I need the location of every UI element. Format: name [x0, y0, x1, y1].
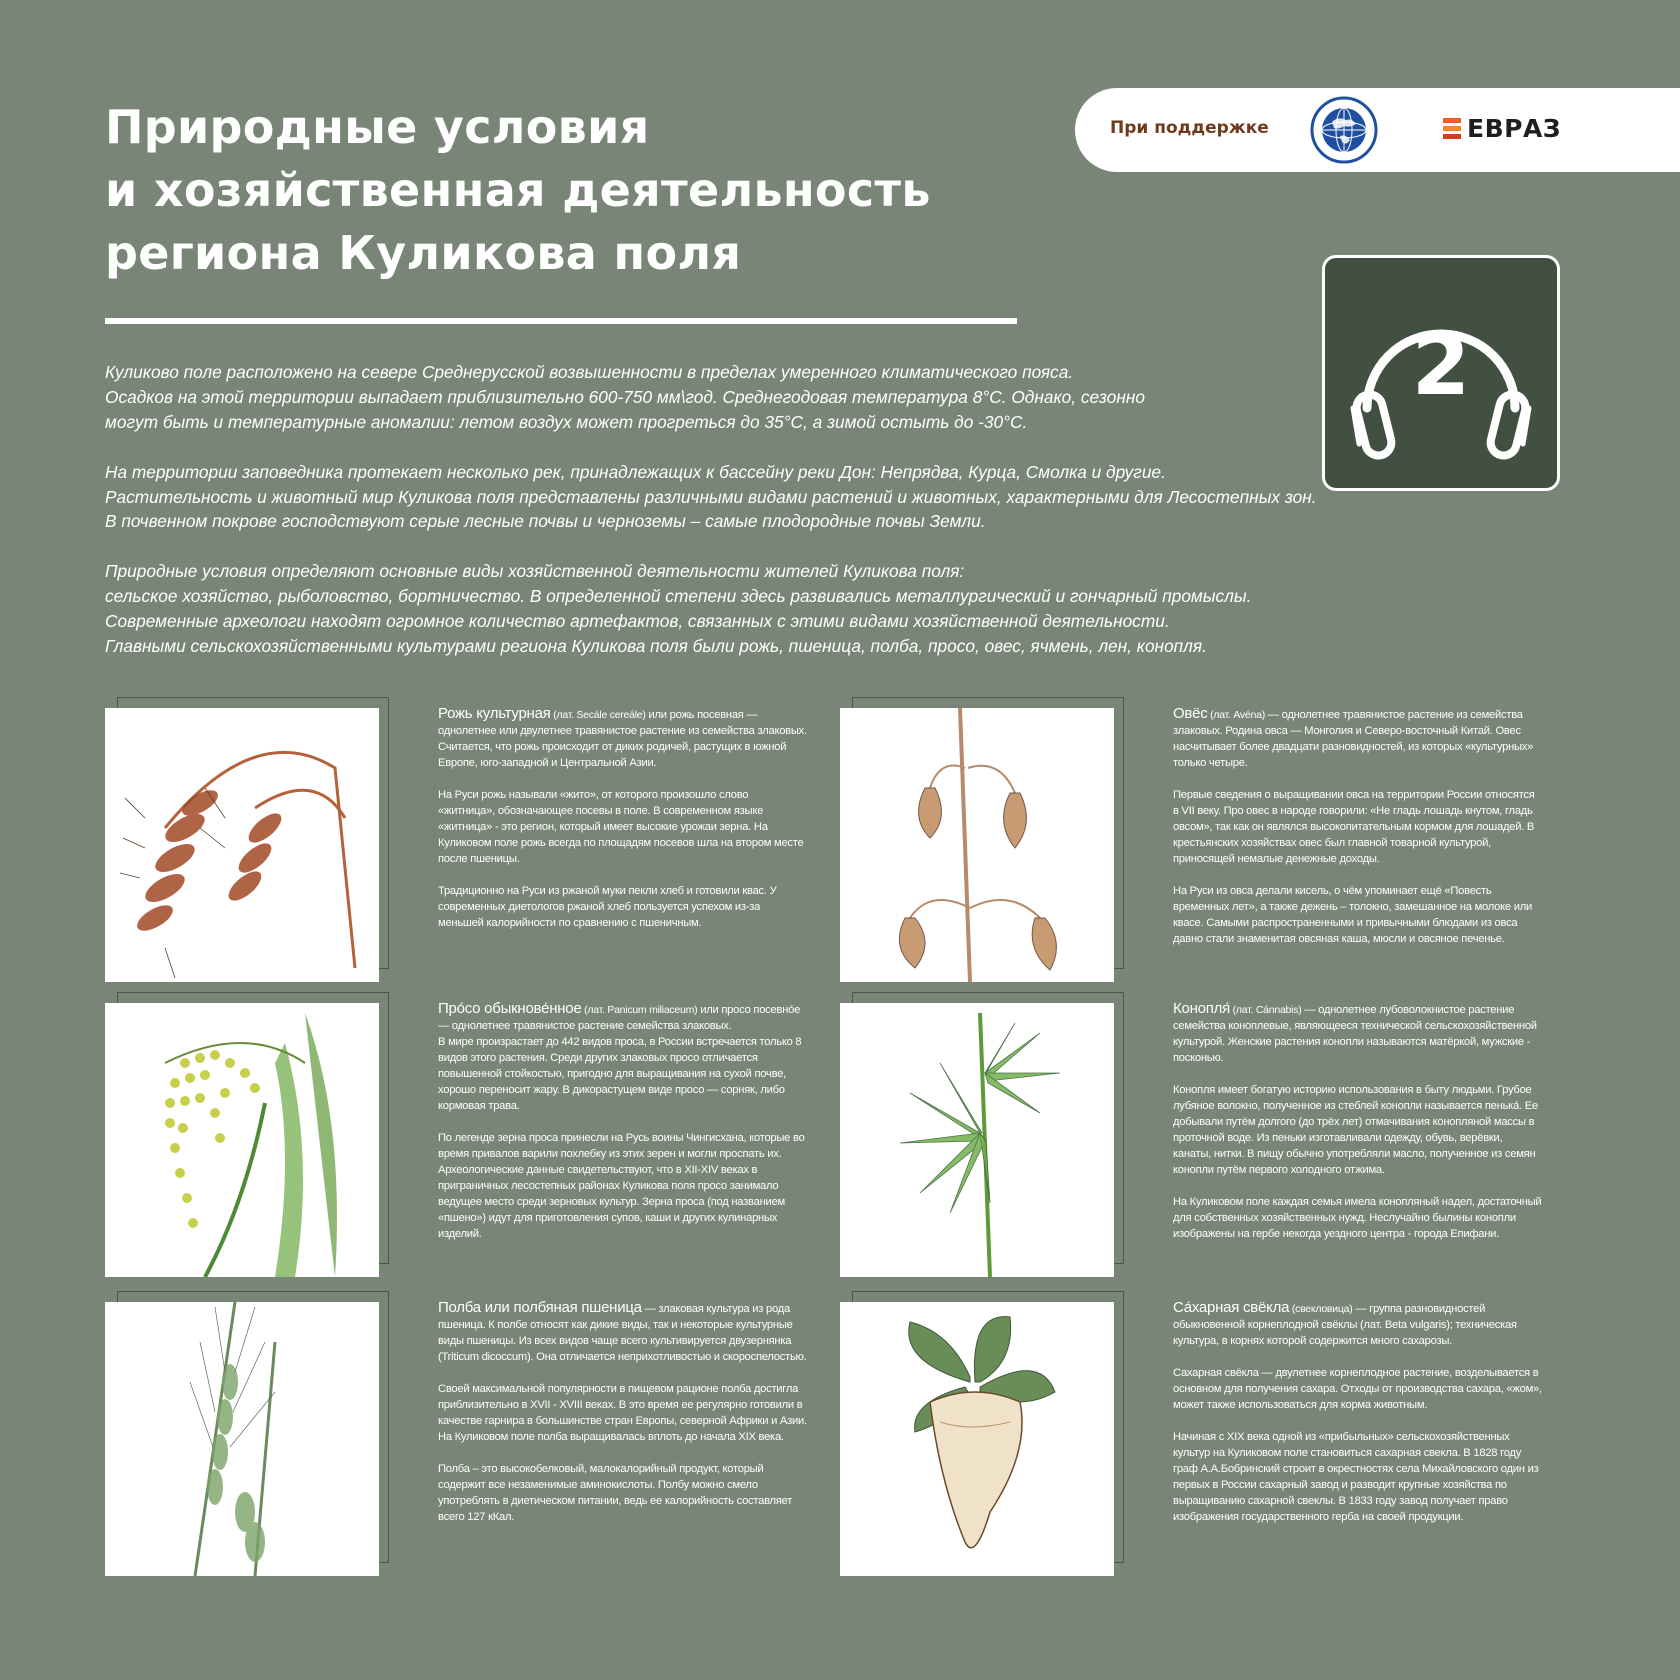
crop-paragraph: На Руси из овса делали кисель, о чём упоминает ещё «Повесть временных лет», а также дежень – толокно, замешанное на молоке или квасе. Самыми распространенными и привычными блюдами из овса давно стали знаменитая овсяная каша, мюсли и овсяное печенье.: [1173, 885, 1533, 945]
rye-description: [438, 706, 808, 947]
crop-lead-text: — однолетнее лубоволокнистое растение семейства коноплевые, являющееся технической сельскохозяйственной культурой. Женские растения конопли называются матёркой, мужские - посконью.: [1173, 1004, 1537, 1064]
crop-latin: (лат. Avéna): [1207, 709, 1265, 721]
crop-lead: [1173, 706, 1543, 771]
intro-line: Куликово поле расположено на севере Среднерусской возвышенности в пределах умеренного климатического пояса.: [105, 362, 1074, 382]
crop-paragraph: На Куликовом поле каждая семья имела конопляный надел, достаточный для собственных хозяйственных нужд. Неслучайно былины конопли изображены на гербе некогда уездного центра - города Епифани.: [1173, 1196, 1542, 1240]
crop-lead-text: — злаковая культура из рода пшеница. К полбе относят как дикие виды, так и некоторые культурные виды пшеницы. Из всех видов чаще всего культивируется двузернянка (Triticum dicoccum). Она отличается неприхотливостью и скороспелостью.: [438, 1303, 807, 1363]
hemp-description: [1173, 1001, 1543, 1258]
audio-guide-badge[interactable]: [1322, 255, 1560, 491]
page-title: [105, 96, 1005, 285]
crop-lead: [438, 1300, 808, 1365]
crop-paragraph: Начиная с XIX века одной из «прибыльных» сельскохозяйственных культур на Куликовом поле становиться сахарная свекла. В 1828 году граф А.А.Бобринский строит в окрестностях села Михайловского один из первых в России сахарный завод и разводит крупные хозяйства по выращиванию сахарной свеклы. В 1833 году завод получает право изображения государственного герба на своей продукции.: [1173, 1431, 1539, 1523]
oat-description: [1173, 706, 1543, 963]
crop-lead-text: или рожь посевная — однолетнее или двулетнее травянистое растение из семейства злаковых. Считается, что рожь происходит от диких родичей, растущих в южной Европе, юго-западной и Центральной Азии.: [438, 709, 807, 769]
crop-name: Конопля́: [1173, 1000, 1230, 1017]
intro-paragraph: [105, 360, 1345, 435]
audio-track-number: 2: [1411, 316, 1471, 414]
title-divider: [105, 318, 1017, 324]
sponsor-panel: [1075, 88, 1680, 172]
millet-description: [438, 1001, 808, 1258]
title-line: Природные условия: [105, 100, 650, 154]
title-line: и хозяйственная деятельность: [105, 163, 931, 217]
crop-lead: [1173, 1001, 1543, 1066]
intro-line: Осадков на этой территории выпадает приблизительно 600-750 мм\год. Среднегодовая температура 8°С. Однако, сезонно: [105, 386, 1145, 407]
crop-paragraph: Полба – это высокобелковый, малокалорийный продукт, который содержит все незаменимые аминокислоты. Полбу можно смело употреблять в диетическом питании, ведь ее калорийность составляет всего 127 кКал.: [438, 1463, 793, 1523]
hemp-sketch-icon: [840, 1003, 1114, 1277]
crop-lead: [438, 706, 808, 771]
spelt-illustration: [105, 1302, 379, 1576]
title-line: региона Куликова поля: [105, 226, 742, 280]
intro-paragraph: [105, 559, 1345, 659]
crop-name: Овёс: [1173, 705, 1208, 722]
crop-paragraph: Традиционно на Руси из ржаной муки пекли хлеб и готовили квас. У современных диетологов ржаной хлеб пользуется успехом из-за меньшей калорийности по сравнению с пшеничным.: [438, 885, 777, 929]
crop-latin: (лат. Panicum miliaceum): [581, 1004, 698, 1016]
oat-sketch-icon: [840, 708, 1114, 982]
evraz-mark-icon: [1443, 118, 1461, 140]
evraz-wordmark: ЕВРАЗ: [1467, 114, 1562, 143]
intro-paragraph: [105, 460, 1345, 535]
oat-illustration: [840, 708, 1114, 982]
crop-name: Полба или полбяная пшеница: [438, 1299, 642, 1316]
spelt-sketch-icon: [105, 1302, 379, 1576]
crop-lead: [1173, 1300, 1543, 1349]
crop-lead-text: — группа разновидностей обыкновенной корнеплодной свёклы (лат. Beta vulgaris); техническая культура, в корнях которой содержится много сахарозы.: [1173, 1303, 1517, 1347]
crop-latin: (лат. Cánnabis): [1229, 1004, 1302, 1016]
sponsor-label: При поддержке: [1110, 118, 1269, 138]
intro-line: могут быть и температурные аномалии: летом воздух может прогреться до 35°С, а зимой остыть до -30°С.: [105, 411, 1028, 432]
crop-name: Про́со обыкнове́нное: [438, 1000, 582, 1017]
sugarbeet-description: [1173, 1300, 1543, 1541]
intro-line: Главными сельскохозяйственными культурами региона Куликова поля были рожь, пшеница, полба, просо, овес, ячмень, лен, конопля.: [105, 635, 1207, 656]
sugarbeet-sketch-icon: [840, 1302, 1114, 1576]
crop-paragraph: Своей максимальной популярности в пищевом рационе полба достигла приблизительно в XVII - XVIII веках. В это время ее регулярно готовили в качестве гарнира в большинстве стран Европы, северной Африки и Азии. На Куликовом поле полба выращивалась вплоть до начала XIX века.: [438, 1383, 807, 1443]
crop-paragraph: По легенде зерна проса принесли на Русь воины Чингисхана, которые во время привалов варили похлебку из этих зерен и могли проспать их. Археологические данные свидетельствуют, что в XII-XIV веках в приграничных лесостепных районах Куликова поля просо занимало ведущее место среди зерновых культур. Зерна проса (под названием «пшено») идут для приготовления супов, каши и других кулинарных изделий.: [438, 1132, 805, 1240]
spelt-description: [438, 1300, 808, 1541]
intro-line: В почвенном покрове господствуют серые лесные почвы и черноземы – самые плодородные почвы Земли.: [105, 511, 986, 532]
intro-text: [105, 360, 1345, 684]
intro-line: Растительность и животный мир Куликова поля представлены различными видами растений и животных, характерными для Лесостепных зон.: [105, 486, 1317, 507]
crop-paragraph: На Руси рожь называли «жито», от которого произошло слово «житница», обозначающее посевы в поле. В современном языке «житница» - это регион, который имеет высокие урожаи зерна. На Куликовом поле рожь всегда по площадям посевов шла на втором месте после пшеницы.: [438, 789, 804, 865]
intro-line: Современные археологи находят огромное количество артефактов, связанных с этими видами хозяйственной деятельности.: [105, 611, 1170, 632]
crop-lead-text: или просо посевно́е — однолетнее травянистое растение семейства злаковых.: [438, 1004, 801, 1032]
crop-latin: (лат. Secále cereále): [550, 709, 646, 721]
hemp-illustration: [840, 1003, 1114, 1277]
crop-latin: (свекловица): [1289, 1303, 1353, 1315]
intro-line: На территории заповедника протекает несколько рек, принадлежащих к бассейну реки Дон: Непрядва, Курца, Смолка и другие.: [105, 461, 1166, 482]
crop-paragraph: Первые сведения о выращивании овса на территории России относятся в VII веку. Про овес в народе говорили: «Не гладь лошадь кнутом, гладь овсом», так как он являлся высокопитательным кормом для лошадей. В крестьянских хозяйствах овес был главной товарной культурой, приносящей немалые денежные доходы.: [1173, 789, 1535, 865]
rye-illustration: [105, 708, 379, 982]
sugarbeet-illustration: [840, 1302, 1114, 1576]
intro-line: Природные условия определяют основные виды хозяйственной деятельности жителей Куликова поля:: [105, 561, 965, 582]
crop-paragraph: В мире произрастает до 442 видов проса, в России встречается только 8 видов этого растения. Среди других злаковых просо отличается повышенной стойкостью, пригодно для выращивания на сухой почве, хорошо переносит жару. В дикорастущем виде просо — сорняк, либо кормовая трава.: [438, 1036, 802, 1112]
intro-line: сельское хозяйство, рыболовство, бортничество. В определенной степени здесь развивались металлургический и гончарный промыслы.: [105, 586, 1252, 607]
crop-paragraph: Сахарная свёкла — двулетнее корнеплодное растение, возделывается в основном для получения сахара. Отходы от производства сахара, «жом», может также использоваться для корма животным.: [1173, 1367, 1542, 1411]
crop-name: Са́харная свёкла: [1173, 1299, 1290, 1316]
crop-name: Рожь культурная: [438, 705, 551, 722]
crop-lead-text: — однолетнее травянистое растение из семейства злаковых. Родина овса — Монголия и Северо-восточный Китай. Овес насчитывает более двадцати разновидностей, из которых «культурных» только четыре.: [1173, 709, 1534, 769]
millet-sketch-icon: [105, 1003, 379, 1277]
rgo-globe-logo: [1310, 96, 1378, 164]
rye-sketch-icon: [105, 708, 379, 982]
millet-illustration: [105, 1003, 379, 1277]
crop-lead: [438, 1001, 808, 1034]
crop-paragraph: Конопля имеет богатую историю использования в быту людьми. Грубое лубяное волокно, полученное из стеблей конопли называется пенька́. Ее добывали путём долгого (до трёх лет) отмачивания конопляной массы в проточной воде. Из пеньки изготавливали одежду, обувь, верёвки, канаты, нитки. В пищу обычно употребляли масло, полученное из семян конопли путём первого холодного отжима.: [1173, 1084, 1538, 1176]
